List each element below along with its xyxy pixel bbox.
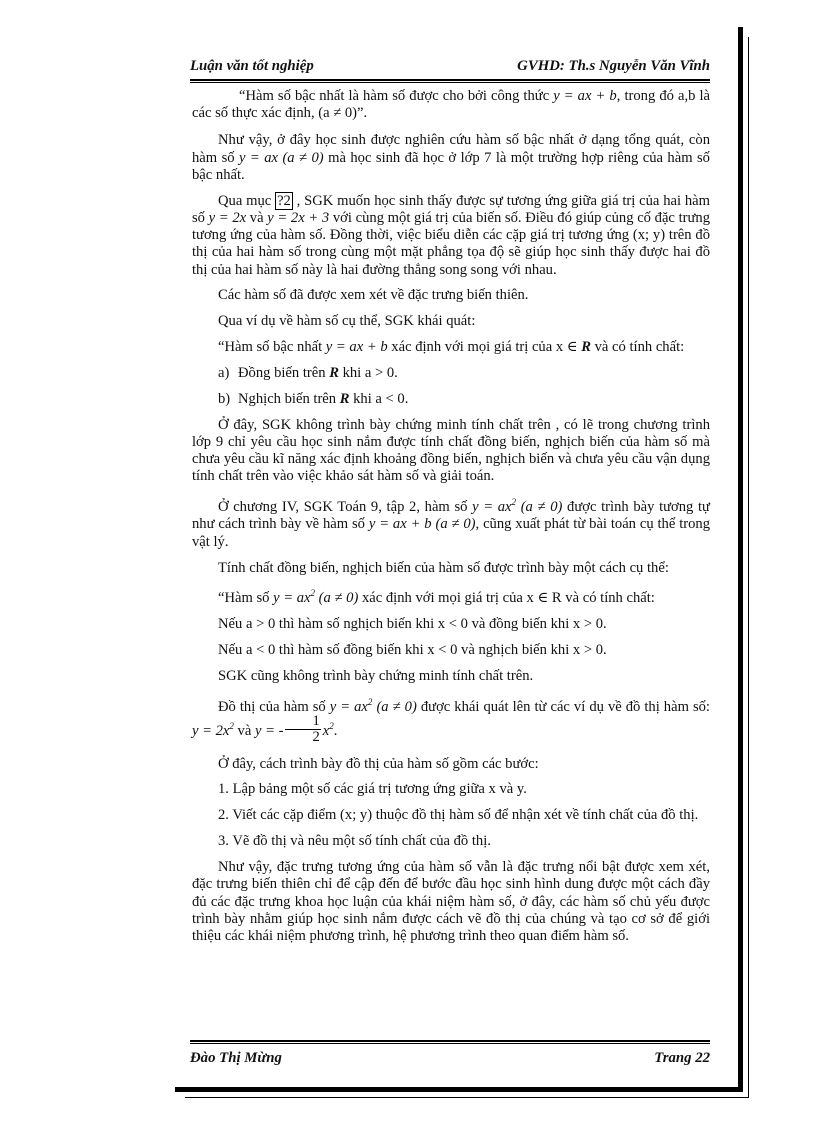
question-box: ?2 [277,192,291,209]
paragraph-graph-examples: Đồ thị của hàm số $y = ax^2$ (a ≠ 0) được khái quát lên từ các ví dụ về đồ thị hàm số: $y = 2x^2$ và y = - $\frac{1}{2}$ $x^2$. [192,696,710,745]
paragraph-linear-properties: “Hàm số bậc nhất y = ax + b xác định với mọi giá trị của x ∈ R và có tính chất: [218,339,685,356]
document-body [192,88,710,954]
paragraph-variation: Các hàm số đã được xem xét về đặc trưng biến thiên. [218,287,529,304]
footer-page-number: Trang 22 [654,1050,710,1066]
paragraph-chapter-4: Ở chương IV, SGK Toán 9, tập 2, hàm số $y = ax^2$ (a ≠ 0) được trình bày tương tự như cách trình bày về hàm số y = ax + b (a ≠ 0), cũng xuất phát từ bài toán cụ thể trong vật lý. [192,497,710,550]
paragraph-quadratic-quote: “Hàm số $y = ax^2$ (a ≠ 0) xác định với mọi giá trị của x ∈ R và có tính chất: [218,588,655,607]
paragraph-conclusion: Như vậy, đặc trưng tương ứng của hàm số vẫn là đặc trưng nổi bật được xem xét, đặc trưng biến thiên chỉ để cập đến để bước đầu học sinh hình dung được một cách đầy đủ các đặc trưng khoa học luận của khái niệm hàm số, ở đây, các hàm số chủ yếu được trình bày nhằm giúp học sinh nắm được cách vẽ đồ thị của chúng và tạo cơ sở để giới thiệu các khái niệm phương trình, hệ phương trình theo quan điểm hàm số. [192,859,710,944]
step-2: 2. Viết các cặp điểm (x; y) thuộc đồ thị hàm số để nhận xét về tính chất của đồ thị. [218,807,699,824]
paragraph-no-proof-2: SGK cũng không trình bày chứng minh tính chất trên. [218,667,534,684]
page-header [190,58,710,75]
paragraph-graph-steps: Ở đây, cách trình bày đồ thị của hàm số gồm các bước: [218,755,539,772]
page-footer [190,1050,710,1067]
step-1: 1. Lập bảng một số các giá trị tương ứng giữa x và y. [218,781,527,798]
paragraph-definition-quote: “Hàm số bậc nhất là hàm số được cho bởi công thức y = ax + b, trong đó a,b là các số thực xác định, (a ≠ 0)”. [192,88,710,122]
paragraph-case-negative: Nếu a < 0 thì hàm số đồng biến khi x < 0 và nghịch biến khi x > 0. [218,642,607,659]
paragraph-properties-intro: Tính chất đồng biến, nghịch biến của hàm số được trình bày một cách cụ thể: [218,559,669,576]
paragraph-case-positive: Nếu a > 0 thì hàm số nghịch biến khi x < 0 và đồng biến khi x > 0. [218,616,607,633]
footer-rule [190,1040,710,1044]
fraction-one-half: $\frac{1}{2}$ [285,714,320,745]
paragraph-generalize: Qua ví dụ về hàm số cụ thể, SGK khái quát: [218,313,476,330]
header-rule [190,79,710,83]
list-item-a: a) Đồng biến trên R khi a > 0. [218,365,398,382]
paragraph-general-form: Như vậy, ở đây học sinh được nghiên cứu hàm số bậc nhất ở dạng tổng quát, còn hàm số y = ax (a ≠ 0) mà học sinh đã học ở lớp 7 là một trường hợp riêng của hàm số bậc nhất. [192,132,710,183]
footer-author: Đào Thị Mừng [190,1050,282,1066]
header-advisor: GVHD: Th.s Nguyễn Văn Vĩnh [517,58,710,74]
list-item-b: b) Nghịch biến trên R khi a < 0. [218,390,409,407]
header-thesis-title: Luận văn tốt nghiệp [190,58,314,74]
paragraph-no-proof: Ở đây, SGK không trình bày chứng minh tính chất trên , có lẽ trong chương trình lớp 9 chỉ yêu cầu học sinh nắm được tính chất đồng biến, nghịch biến của hàm số mà chưa yêu cầu kĩ năng xác định khoảng đồng biến, nghịch biến và chưa yêu cầu vận dụng tính chất trên vào việc khảo sát hàm số và giải toán. [192,416,710,485]
step-3: 3. Vẽ đồ thị và nêu một số tính chất của đồ thị. [218,833,491,850]
paragraph-section-2: Qua mục ?2 , SGK muốn học sinh thấy được sự tương ứng giữa giá trị của hai hàm số y = 2x và y = 2x + 3 với cùng một giá trị của biến số. Điều đó giúp củng cố đặc trưng tương ứng của hàm số. Đồng thời, việc biểu diễn các cặp giá trị tương ứng (x; y) trên đồ thị của hai hàm số trong cùng một mặt phẳng tọa độ sẽ giúp học sinh thấy được hai đồ thị của hai hàm số này là hai đường thẳng song song với nhau. [192,192,710,278]
